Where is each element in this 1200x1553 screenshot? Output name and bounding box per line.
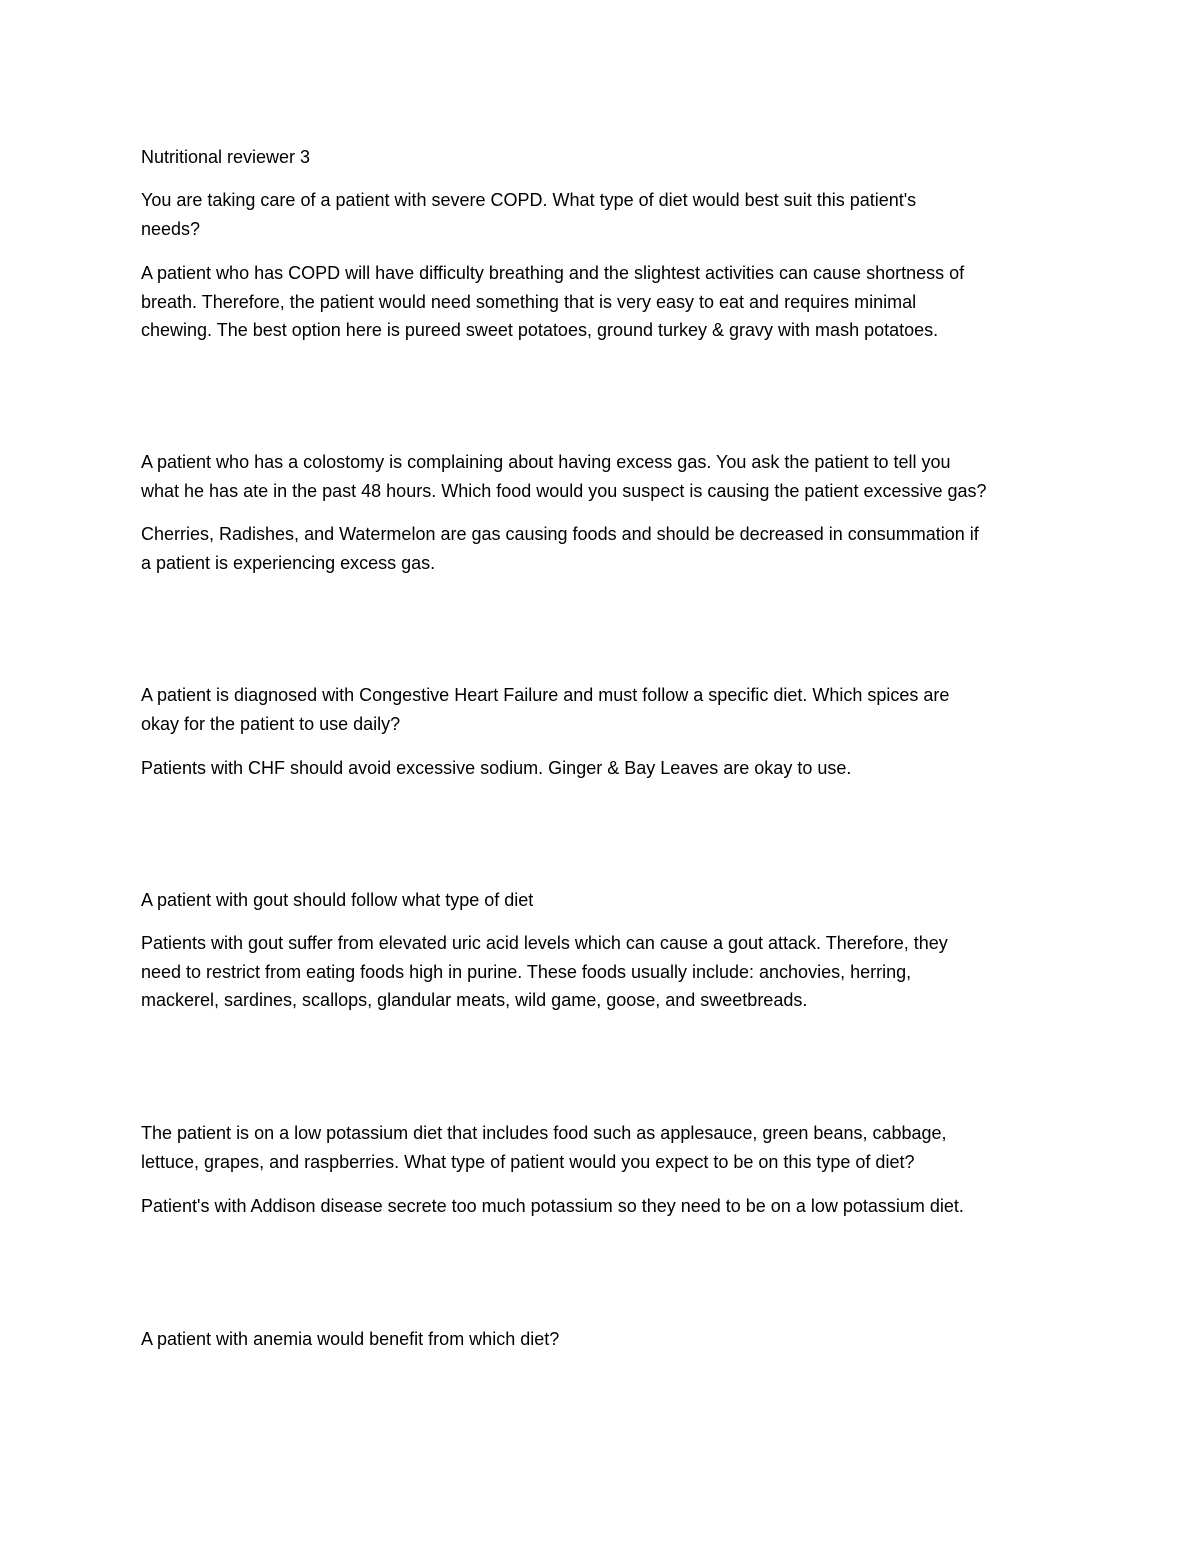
question-3-line-1: A patient is diagnosed with Congestive Heart Failure and must follow a specific diet. Which spices are [141, 685, 950, 705]
answer-5-line-1: Patient's with Addison disease secrete too much potassium so they need to be on a low potassium diet. [141, 1196, 964, 1216]
answer-2-line-1: Cherries, Radishes, and Watermelon are gas causing foods and should be decreased in consummation if [141, 524, 979, 544]
answer-1 [141, 259, 1061, 345]
question-6 [141, 1325, 1061, 1354]
question-3 [141, 681, 1061, 738]
question-5 [141, 1119, 1061, 1176]
question-2 [141, 448, 1061, 505]
question-6-line-1: A patient with anemia would benefit from which diet? [141, 1329, 560, 1349]
question-1-line-1: You are taking care of a patient with severe COPD. What type of diet would best suit this patient's [141, 190, 917, 210]
question-2-line-1: A patient who has a colostomy is complaining about having excess gas. You ask the patient to tell you [141, 452, 951, 472]
question-5-line-2: lettuce, grapes, and raspberries. What type of patient would you expect to be on this type of diet? [141, 1151, 915, 1172]
document-title: Nutritional reviewer 3 [141, 147, 311, 167]
answer-2 [141, 520, 1061, 577]
answer-4 [141, 929, 1061, 1015]
answer-4-line-2: need to restrict from eating foods high in purine. These foods usually include: anchovies, herring, [141, 961, 912, 982]
question-2-line-2: what he has ate in the past 48 hours. Which food would you suspect is causing the patient excessive gas? [141, 480, 987, 501]
question-1-line-2: needs? [141, 218, 201, 239]
question-1 [141, 186, 1061, 243]
answer-1-line-1: A patient who has COPD will have difficulty breathing and the slightest activities can cause shortness of [141, 263, 965, 283]
answer-4-line-3: mackerel, sardines, scallops, glandular meats, wild game, goose, and sweetbreads. [141, 990, 808, 1010]
answer-1-line-3: chewing. The best option here is pureed sweet potatoes, ground turkey & gravy with mash potatoes. [141, 320, 939, 340]
answer-4-line-1: Patients with gout suffer from elevated uric acid levels which can cause a gout attack. Therefore, they [141, 933, 948, 953]
question-3-line-2: okay for the patient to use daily? [141, 713, 401, 734]
answer-5 [141, 1192, 1061, 1221]
question-4-line-1: A patient with gout should follow what type of diet [141, 890, 534, 910]
answer-1-line-2: breath. Therefore, the patient would need something that is very easy to eat and requires minimal [141, 291, 917, 312]
question-5-line-1: The patient is on a low potassium diet that includes food such as applesauce, green beans, cabbage, [141, 1123, 947, 1143]
answer-3-line-1: Patients with CHF should avoid excessive sodium. Ginger & Bay Leaves are okay to use. [141, 758, 852, 778]
answer-3 [141, 754, 1061, 783]
question-4 [141, 886, 1061, 915]
answer-2-line-2: a patient is experiencing excess gas. [141, 552, 436, 573]
